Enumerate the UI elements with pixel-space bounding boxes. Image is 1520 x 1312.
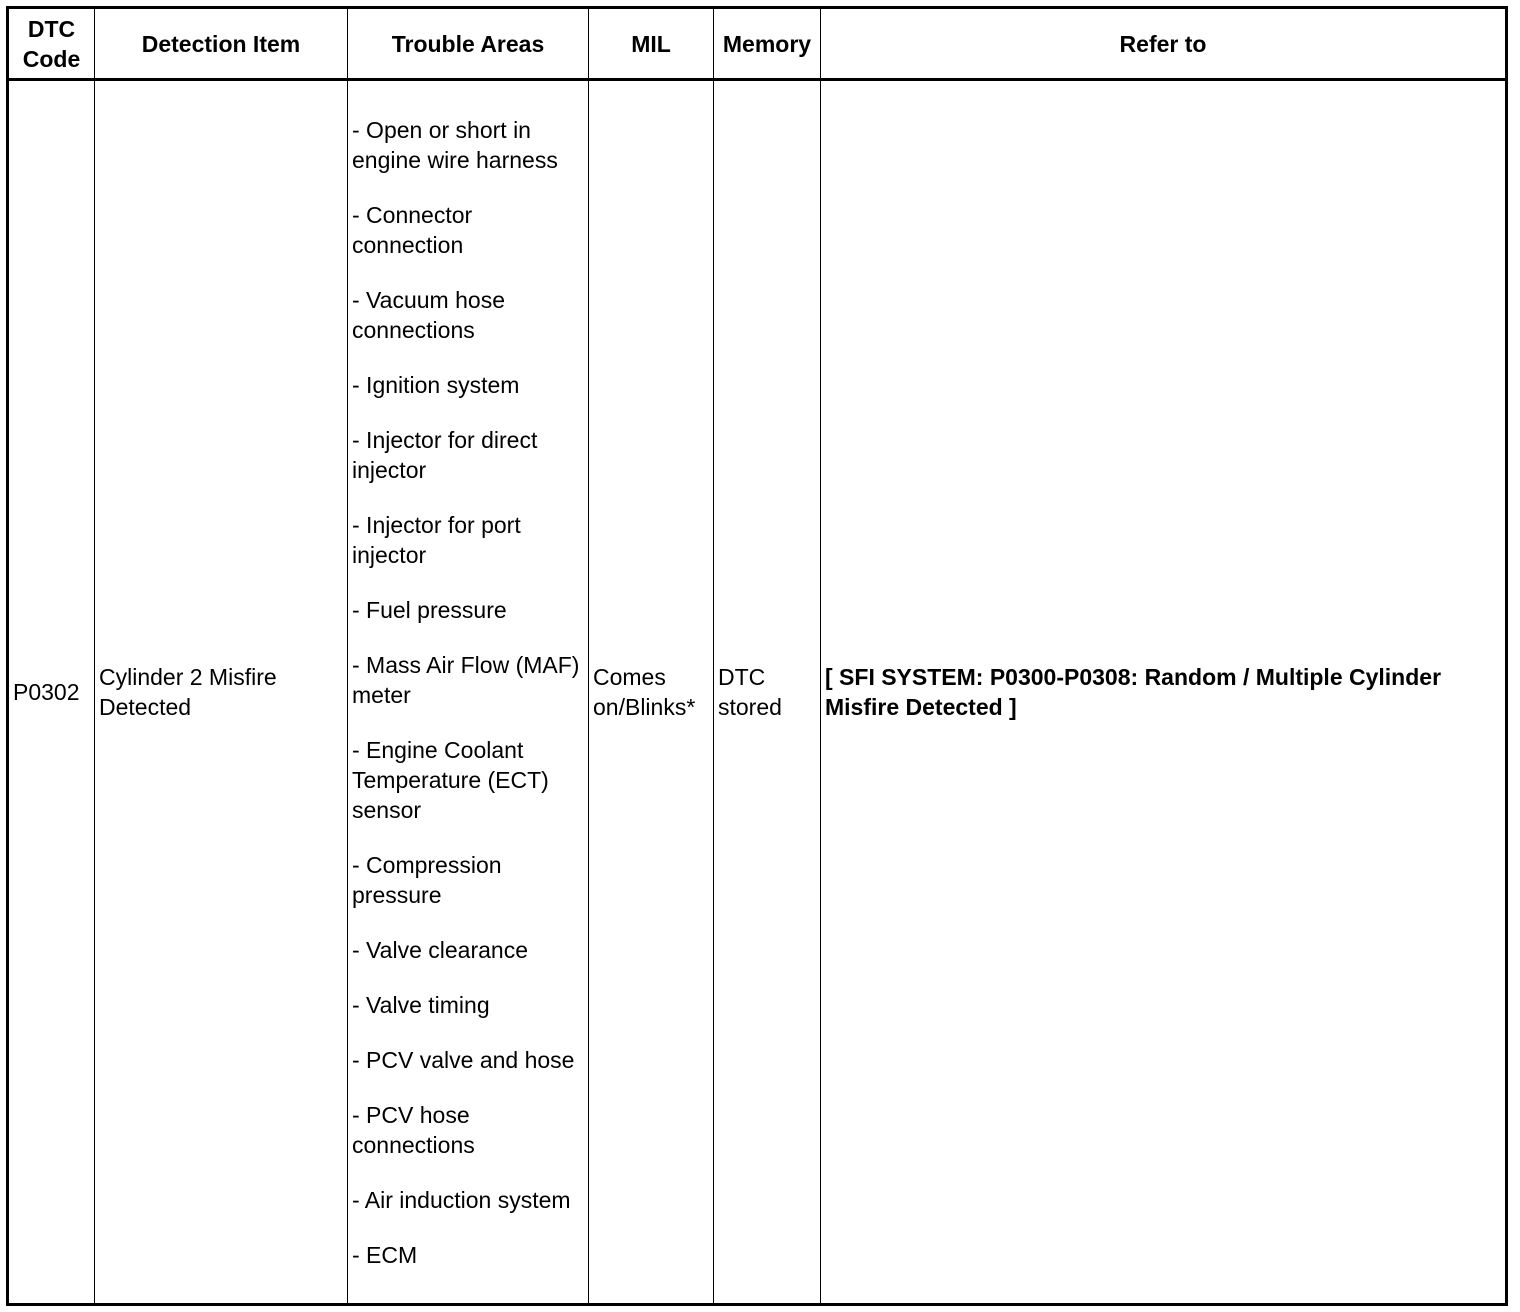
table-header-row	[8, 8, 1507, 80]
refer-to-link[interactable]: [ SFI SYSTEM: P0300-P0308: Random / Multiple Cylinder Misfire Detected ]	[825, 664, 1442, 720]
trouble-areas-cell	[348, 80, 589, 1305]
header-dtc-code: DTC Code	[8, 8, 95, 80]
trouble-area-item: - Vacuum hose connections	[352, 286, 505, 343]
trouble-area-item: - Open or short in engine wire harness	[352, 116, 558, 173]
trouble-area-item: - Air induction system	[352, 1186, 571, 1213]
trouble-area-item: - Fuel pressure	[352, 596, 507, 623]
trouble-area-item: - Compression pressure	[352, 851, 502, 908]
trouble-area-item: - ECM	[352, 1241, 418, 1268]
trouble-area-item: - Injector for direct injector	[352, 426, 538, 483]
trouble-area-item: - PCV hose connections	[352, 1101, 475, 1158]
trouble-area-item: - Ignition system	[352, 371, 520, 398]
trouble-area-item: - Connector connection	[352, 201, 473, 258]
dtc-table	[6, 6, 1508, 1306]
header-mil: MIL	[589, 8, 714, 80]
header-memory: Memory	[714, 8, 821, 80]
trouble-area-item: - Valve clearance	[352, 936, 528, 963]
memory-cell: DTC stored	[714, 80, 821, 1305]
detection-item-cell: Cylinder 2 Misfire Detected	[95, 80, 348, 1305]
trouble-area-item: - Injector for port injector	[352, 511, 521, 568]
trouble-area-item: - Engine Coolant Temperature (ECT) sensor	[352, 736, 549, 823]
table-row	[8, 80, 1507, 1305]
header-trouble-areas: Trouble Areas	[348, 8, 589, 80]
header-detection-item: Detection Item	[95, 8, 348, 80]
header-refer-to: Refer to	[821, 8, 1507, 80]
dtc-code-cell: P0302	[8, 80, 95, 1305]
trouble-area-item: - PCV valve and hose	[352, 1046, 575, 1073]
trouble-area-item: - Mass Air Flow (MAF) meter	[352, 651, 580, 708]
mil-cell: Comes on/Blinks*	[589, 80, 714, 1305]
trouble-area-item: - Valve timing	[352, 991, 490, 1018]
refer-to-cell	[821, 80, 1507, 1305]
